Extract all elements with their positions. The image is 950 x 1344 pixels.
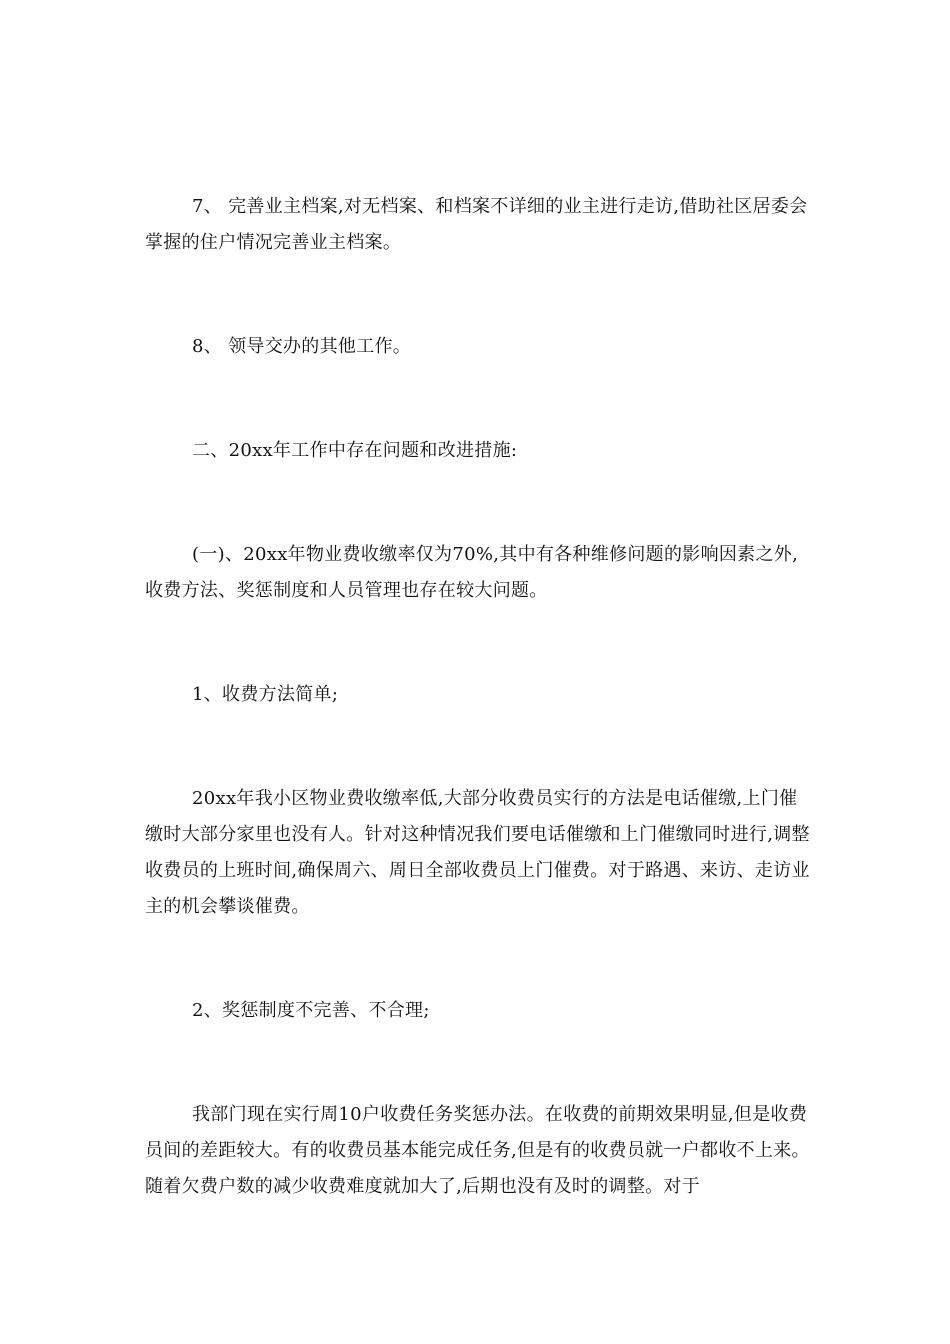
list-item-7	[145, 189, 810, 261]
section-heading-2: 二、20xx年工作中存在问题和改进措施:	[192, 440, 518, 461]
list-item-7-text: 完善业主档案,对无档案、和档案不详细的业主进行走访,借助社区居委会掌握的住户情况完善业主档案。	[145, 196, 808, 253]
list-item-8-number: 8、	[192, 336, 223, 357]
point-heading-1: 1、收费方法简单;	[192, 684, 339, 705]
list-item-8-text: 领导交办的其他工作。	[228, 336, 412, 357]
list-item-7-number: 7、	[192, 196, 223, 217]
point-paragraph-2: 我部门现在实行周10户收费任务奖惩办法。在收费的前期效果明显,但是收费员间的差距较大。有的收费员基本能完成任务,但是有的收费员就一户都收不上来。随着欠费户数的减少收费难度就加大了,后期也没有及时的调整。对于	[145, 1104, 810, 1197]
list-item-8	[145, 329, 810, 365]
subsection-paragraph-1: (一)、20xx年物业费收缴率仅为70%,其中有各种维修问题的影响因素之外,收费方法、奖惩制度和人员管理也存在较大问题。	[145, 544, 799, 601]
point-heading-2: 2、奖惩制度不完善、不合理;	[192, 1000, 430, 1021]
point-paragraph-1: 20xx年我小区物业费收缴率低,大部分收费员实行的方法是电话催缴,上门催缴时大部分家里也没有人。针对这种情况我们要电话催缴和上门催缴同时进行,调整收费员的上班时间,确保周六、周日全部收费员上门催费。对于路遇、来访、走访业主的机会攀谈催费。	[145, 788, 810, 917]
